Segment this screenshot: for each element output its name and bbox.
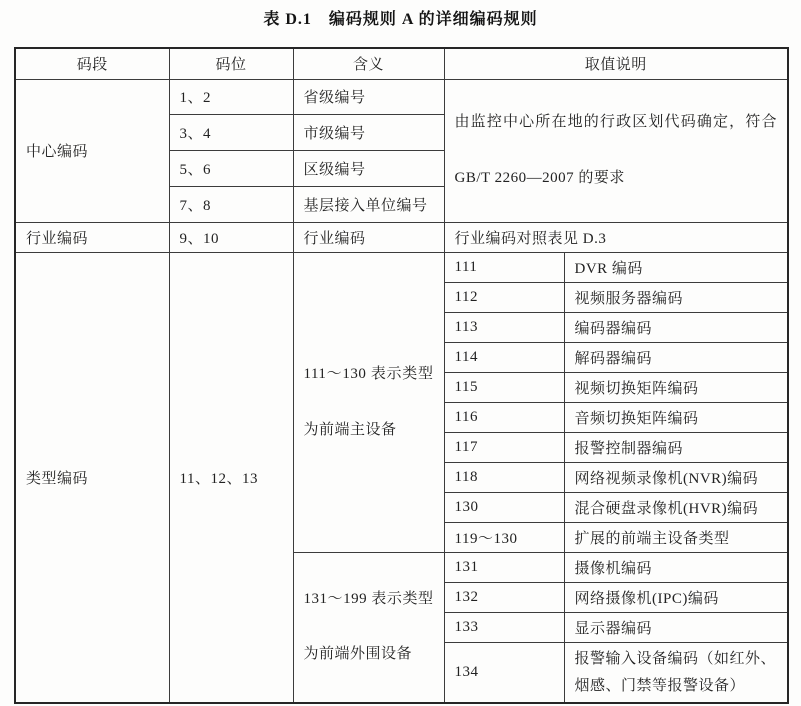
cell-meaning: 基层接入单位编号	[293, 187, 444, 223]
header-cell-value-note: 取值说明	[444, 48, 788, 79]
cell-type-code: 114	[444, 343, 564, 373]
meaning-line-1: 111～130 表示类型	[303, 366, 434, 383]
cell-type-code: 117	[444, 433, 564, 463]
cell-position: 1、2	[169, 79, 293, 115]
header-cell-meaning: 含义	[293, 48, 444, 79]
cell-type-code: 130	[444, 493, 564, 523]
cell-type-code: 116	[444, 403, 564, 433]
cell-segment-center: 中心编码	[15, 79, 169, 223]
cell-type-desc: 显示器编码	[564, 613, 788, 643]
note-line-1: 由监控中心所在地的行政区划代码确定，符合	[454, 114, 778, 131]
cell-type-desc: 视频切换矩阵编码	[564, 373, 788, 403]
cell-segment-type: 类型编码	[15, 253, 169, 703]
cell-type-code: 115	[444, 373, 564, 403]
cell-type-desc: 报警控制器编码	[564, 433, 788, 463]
meaning-line-2: 为前端主设备	[303, 421, 397, 438]
cell-industry-value-note: 行业编码对照表见 D.3	[444, 223, 788, 253]
cell-type-desc: 音频切换矩阵编码	[564, 403, 788, 433]
cell-position-type: 11、12、13	[169, 253, 293, 703]
cell-type-desc: 网络视频录像机(NVR)编码	[564, 463, 788, 493]
cell-center-value-note	[444, 79, 788, 223]
cell-segment-industry: 行业编码	[15, 223, 169, 253]
cell-position: 3、4	[169, 115, 293, 151]
cell-type-code: 112	[444, 283, 564, 313]
meaning-line-2: 为前端外围设备	[303, 646, 413, 663]
cell-type-desc: 报警输入设备编码（如红外、烟感、门禁等报警设备）	[564, 643, 788, 703]
table-row	[15, 253, 788, 283]
header-cell-segment: 码段	[15, 48, 169, 79]
cell-position: 7、8	[169, 187, 293, 223]
coding-rules-table	[14, 47, 789, 704]
cell-type-code: 134	[444, 643, 564, 703]
note-line-2: GB/T 2260—2007 的要求	[454, 169, 625, 186]
cell-type-desc: 混合硬盘录像机(HVR)编码	[564, 493, 788, 523]
cell-position: 5、6	[169, 151, 293, 187]
cell-type-code: 133	[444, 613, 564, 643]
cell-meaning: 市级编号	[293, 115, 444, 151]
cell-type-desc: 网络摄像机(IPC)编码	[564, 583, 788, 613]
cell-meaning-group-2	[293, 553, 444, 703]
cell-type-desc: 摄像机编码	[564, 553, 788, 583]
cell-meaning: 行业编码	[293, 223, 444, 253]
cell-type-code: 111	[444, 253, 564, 283]
cell-type-code: 118	[444, 463, 564, 493]
table-row	[15, 223, 788, 253]
cell-type-desc: 编码器编码	[564, 313, 788, 343]
table-header-row	[15, 48, 788, 79]
cell-meaning-group-1	[293, 253, 444, 553]
cell-type-desc: 扩展的前端主设备类型	[564, 523, 788, 553]
cell-type-code: 132	[444, 583, 564, 613]
cell-meaning: 区级编号	[293, 151, 444, 187]
cell-type-code: 119～130	[444, 523, 564, 553]
meaning-line-1: 131～199 表示类型	[303, 590, 434, 607]
cell-type-desc: DVR 编码	[564, 253, 788, 283]
page-title: 表 D.1 编码规则 A 的详细编码规则	[263, 11, 538, 28]
cell-position: 9、10	[169, 223, 293, 253]
cell-meaning: 省级编号	[293, 79, 444, 115]
cell-type-desc: 视频服务器编码	[564, 283, 788, 313]
table-row	[15, 79, 788, 115]
cell-type-code: 113	[444, 313, 564, 343]
cell-type-code: 131	[444, 553, 564, 583]
cell-type-desc: 解码器编码	[564, 343, 788, 373]
header-cell-position: 码位	[169, 48, 293, 79]
